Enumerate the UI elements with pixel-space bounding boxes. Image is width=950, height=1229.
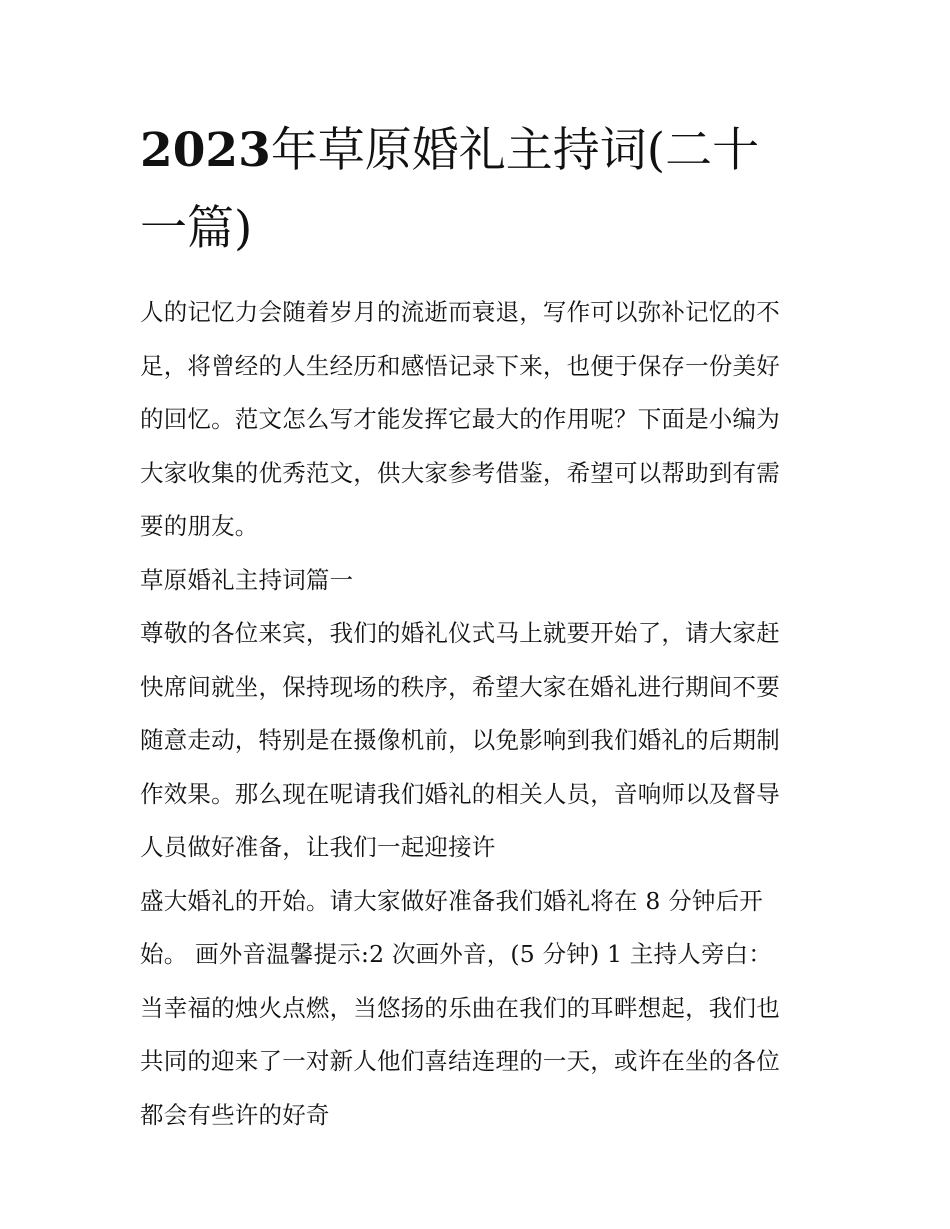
title-year: 2023: [140, 123, 271, 178]
section-heading: 草原婚礼主持词篇一: [140, 565, 354, 594]
text-line: 人员做好准备，让我们一起迎接许: [140, 833, 496, 861]
text-line: 要的朋友。: [140, 512, 259, 540]
text-line: 随意走动，特别是在摄像机前，以免影响到我们婚礼的后期制: [140, 726, 780, 754]
text-line: 始。 画外音温馨提示:2 次画外音，(5 分钟) 1 主持人旁白：: [140, 940, 773, 968]
text-line: 作效果。那么现在呢请我们婚礼的相关人员，音响师以及督导: [140, 779, 780, 808]
title-line-1: [140, 112, 820, 190]
document-title: [140, 112, 820, 268]
document-page: [140, 112, 820, 1142]
text-line: 足，将曾经的人生经历和感悟记录下来，也便于保存一份美好: [140, 351, 780, 380]
title-line-1-text: 年草原婚礼主持词(二十: [270, 123, 760, 178]
text-line: 共同的迎来了一对新人他们喜结连理的一天，或许在坐的各位: [140, 1047, 780, 1075]
text-line: 当幸福的烛火点燃，当悠扬的乐曲在我们的耳畔想起，我们也: [140, 993, 780, 1022]
text-line: 的回忆。范文怎么写才能发挥它最大的作用呢？下面是小编为: [140, 405, 780, 433]
text-line: 尊敬的各位来宾，我们的婚礼仪式马上就要开始了，请大家赶: [140, 619, 780, 647]
text-line: 人的记忆力会随着岁月的流逝而衰退，写作可以弥补记忆的不: [140, 298, 780, 326]
text-line: 盛大婚礼的开始。请大家做好准备我们婚礼将在 8 分钟后开: [140, 886, 763, 915]
title-line-2: 一篇): [140, 201, 253, 256]
text-line: 快席间就坐，保持现场的秩序，希望大家在婚礼进行期间不要: [140, 672, 780, 701]
text-line: 大家收集的优秀范文，供大家参考借鉴，希望可以帮助到有需: [140, 458, 780, 487]
text-line: 都会有些许的好奇: [140, 1100, 330, 1129]
body-text: [140, 286, 820, 1142]
